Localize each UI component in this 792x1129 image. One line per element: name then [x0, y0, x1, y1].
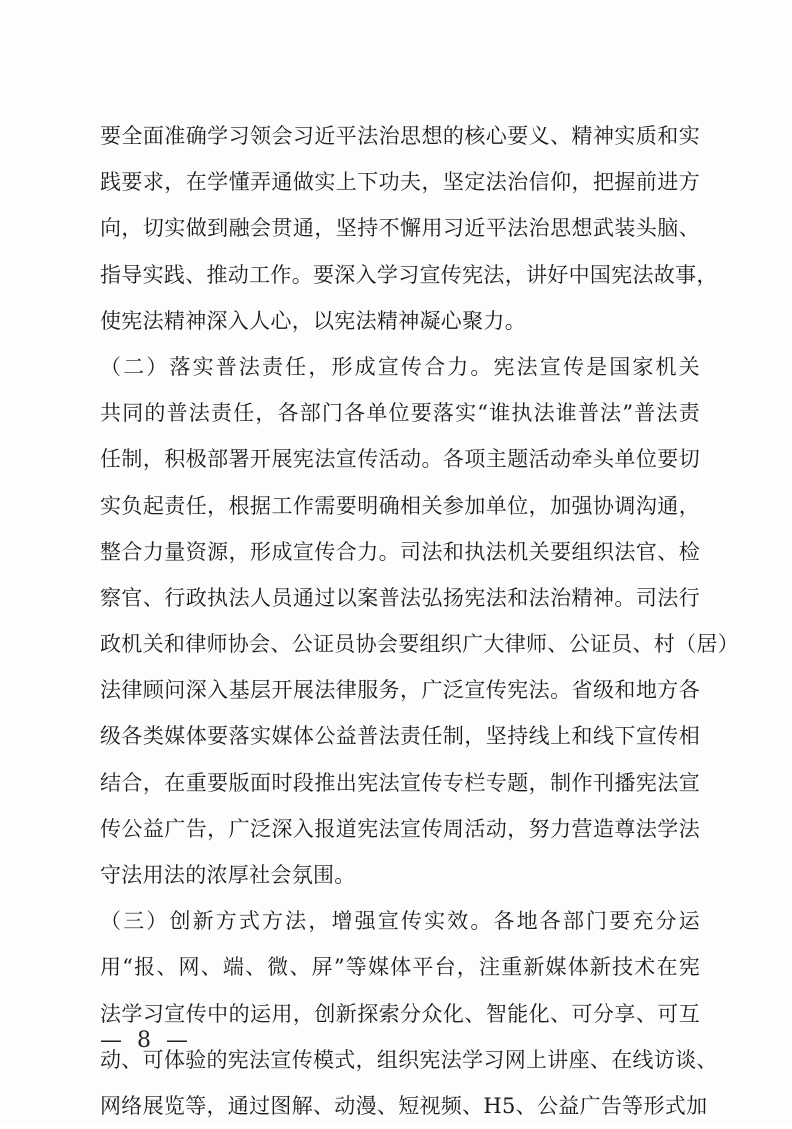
text-line: 动、可体验的宪法宣传模式，组织宪法学习网上讲座、在线访谈、 — [100, 1047, 718, 1072]
text-line: 向，切实做到融会贯通，坚持不懈用习近平法治思想武装头脑、 — [100, 216, 700, 241]
text-line: 级各类媒体要落实媒体公益普法责任制，坚持线上和线下宣传相 — [100, 724, 700, 749]
text-line: 法学习宣传中的运用，创新探索分众化、智能化、可分享、可互 — [100, 1001, 700, 1026]
text-line: （三）创新方式方法，增强宣传实效。各地各部门要充分运 — [100, 909, 700, 934]
text-line: 实负起责任，根据工作需要明确相关参加单位，加强协调沟通， — [100, 493, 700, 518]
text-line: 指导实践、推动工作。要深入学习宣传宪法，讲好中国宪法故事， — [100, 262, 718, 287]
text-line: （二）落实普法责任，形成宣传合力。宪法宣传是国家机关 — [100, 354, 700, 379]
text-line: 传公益广告，广泛深入报道宪法宣传周活动，努力营造尊法学法 — [100, 816, 700, 841]
body-text — [100, 113, 739, 1129]
text-line: 结合，在重要版面时段推出宪法宣传专栏专题，制作刊播宪法宣 — [100, 770, 700, 795]
text-line: 共同的普法责任，各部门各单位要落实“谁执法谁普法”普法责 — [100, 401, 700, 426]
text-line: 政机关和律师协会、公证员协会要组织广大律师、公证员、村（居） — [100, 632, 739, 657]
text-line: 践要求，在学懂弄通做实上下功夫，坚定法治信仰，把握前进方 — [100, 170, 700, 195]
text-line: 网络展览等，通过图解、动漫、短视频、H5、公益广告等形式加 — [100, 1093, 708, 1118]
text-line: 使宪法精神深入人心，以宪法精神凝心聚力。 — [100, 308, 526, 333]
text-line: 察官、行政执法人员通过以案普法弘扬宪法和法治精神。司法行 — [100, 585, 700, 610]
text-line: 要全面准确学习领会习近平法治思想的核心要义、精神实质和实 — [100, 124, 700, 148]
text-line: 守法用法的浓厚社会氛围。 — [100, 863, 356, 887]
text-line: 法律顾问深入基层开展法律服务，广泛宣传宪法。省级和地方各 — [100, 678, 700, 703]
text-line: 整合力量资源，形成宣传合力。司法和执法机关要组织法官、检 — [100, 539, 700, 564]
page-number: — 8 — — [100, 1028, 192, 1053]
text-line: 任制，积极部署开展宪法宣传活动。各项主题活动牵头单位要切 — [100, 447, 700, 472]
text-line: 用“报、网、端、微、屏”等媒体平台，注重新媒体新技术在宪 — [100, 955, 700, 980]
